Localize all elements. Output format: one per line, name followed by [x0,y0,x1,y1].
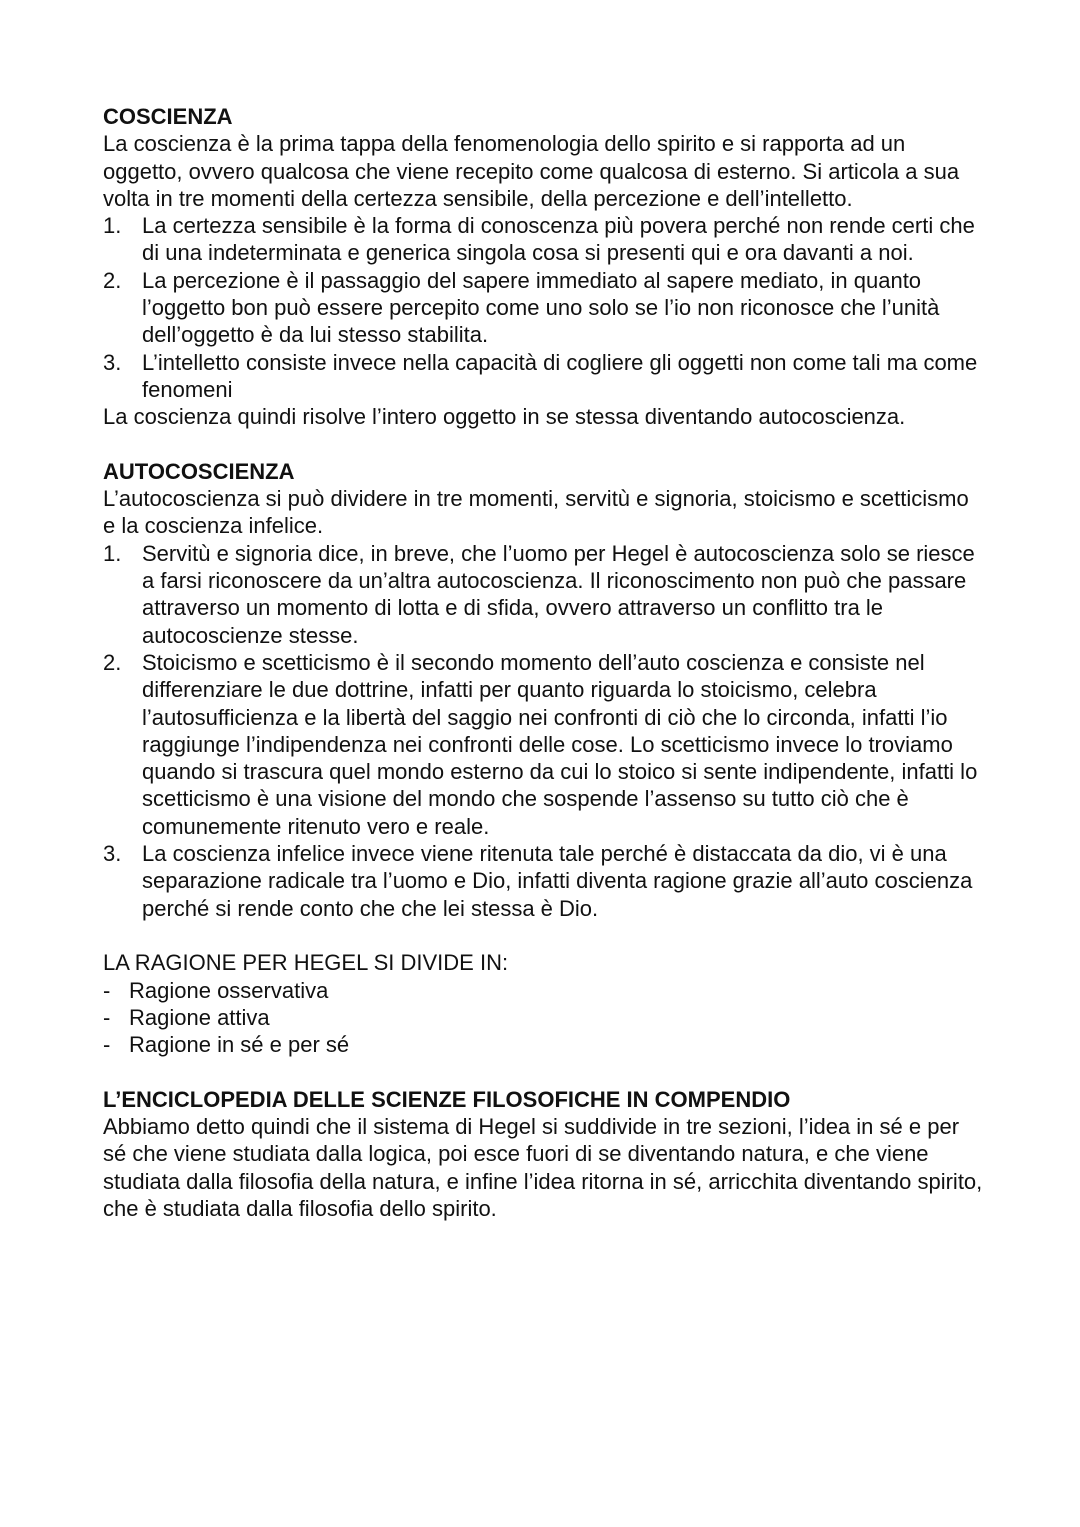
section-conclusion: La coscienza quindi risolve l’intero oggetto in se stessa diventando autocoscienza. [103,404,906,430]
list-item-text: La coscienza infelice invece viene ritenuta tale perché è distaccata da dio, vi è una separazione radicale tra l’uomo e Dio, infatti diventa ragione grazie all’auto coscienza perché si rende conto che che lei stessa è Dio. [142,841,973,921]
list-dash: - [103,977,111,1003]
spacer [103,1058,983,1085]
list-number: 2. [103,267,122,293]
list-number: 2. [103,649,122,675]
list-item-text: L’intelletto consiste invece nella capacità di cogliere gli oggetti non come tali ma come fenomeni [142,349,978,402]
list-item-text: Ragione attiva [129,1004,270,1030]
list-item-text: La certezza sensibile è la forma di conoscenza più povera perché non rende certi che di una indeterminata e generica singola cosa si presenti qui e ora davanti a noi. [142,213,975,266]
list-item-text: Ragione in sé e per sé [129,1032,350,1058]
section-heading: L’ENCICLOPEDIA DELLE SCIENZE FILOSOFICHE IN COMPENDIO [103,1086,791,1112]
section-intro: L’autocoscienza si può dividere in tre momenti, servitù e signoria, stoicismo e scetticismo e la coscienza infelice. [103,486,969,539]
list-item [103,649,983,840]
list-item-text: Stoicismo e scetticismo è il secondo momento dell’auto coscienza e consiste nel differenziare le due dottrine, infatti per quanto riguarda lo stoicismo, celebra l’autosufficienza e la libertà del saggio nei confronti di ciò che lo circonda, infatti l’io raggiunge l’indipendenza nei confronti delle cose. Lo scetticismo invece lo troviamo quando si trascura quel mondo esterno da cui lo stoico si sente indipendente, infatti lo scetticismo è una visione del mondo che sospende l’assenso su tutto ciò che è comunemente ritenuto vero e reale. [142,649,978,839]
list-item [103,840,983,922]
list-item [103,540,983,649]
list-dash: - [103,1032,111,1058]
spacer [103,431,983,458]
section-autocoscienza [103,458,983,922]
list-number: 3. [103,349,122,375]
section-heading: LA RAGIONE PER HEGEL SI DIVIDE IN: [103,950,509,976]
list-item-text: La percezione è il passaggio del sapere immediato al sapere mediato, in quanto l’oggetto bon può essere percepito come uno solo se l’io non riconosce che l’unità dell’oggetto è da lui stesso stabilita. [142,267,940,348]
list-item [103,977,983,1004]
list-number: 1. [103,540,122,566]
numbered-list [103,540,983,922]
numbered-list [103,212,983,403]
section-heading: AUTOCOSCIENZA [103,458,295,484]
section-text: Abbiamo detto quindi che il sistema di Hegel si suddivide in tre sezioni, l’idea in sé e per sé che viene studiata dalla logica, poi esce fuori di se diventando natura, e che viene studiata dalla filosofia della natura, e infine l’idea ritorna in sé, arricchita diventando spirito, che è studiata dalla filosofia dello spirito. [103,1113,983,1221]
section-coscienza [103,103,983,431]
document-page [103,103,983,1222]
list-item [103,349,983,404]
list-number: 1. [103,213,122,239]
section-ragione [103,949,983,1058]
dashed-list [103,977,983,1059]
section-intro: La coscienza è la prima tappa della fenomenologia dello spirito e si rapporta ad un oggetto, ovvero qualcosa che viene recepito come qualcosa di esterno. Si articola a sua volta in tre momenti della certezza sensibile, della percezione e dell’intelletto. [103,131,960,211]
list-item-text: Servitù e signoria dice, in breve, che l’uomo per Hegel è autocoscienza solo se riesce a farsi riconoscere da un’altra autocoscienza. Il riconoscimento non può che passare attraverso un momento di lotta e di sfida, ovvero attraverso un conflitto tra le autocoscienze stesse. [142,540,975,648]
list-item [103,267,983,349]
section-heading: COSCIENZA [103,104,233,129]
section-enciclopedia [103,1086,983,1222]
list-number: 3. [103,841,122,867]
list-item [103,1004,983,1031]
list-item [103,212,983,267]
list-item [103,1031,983,1058]
list-item-text: Ragione osservativa [129,977,329,1003]
spacer [103,922,983,949]
list-dash: - [103,1004,111,1030]
